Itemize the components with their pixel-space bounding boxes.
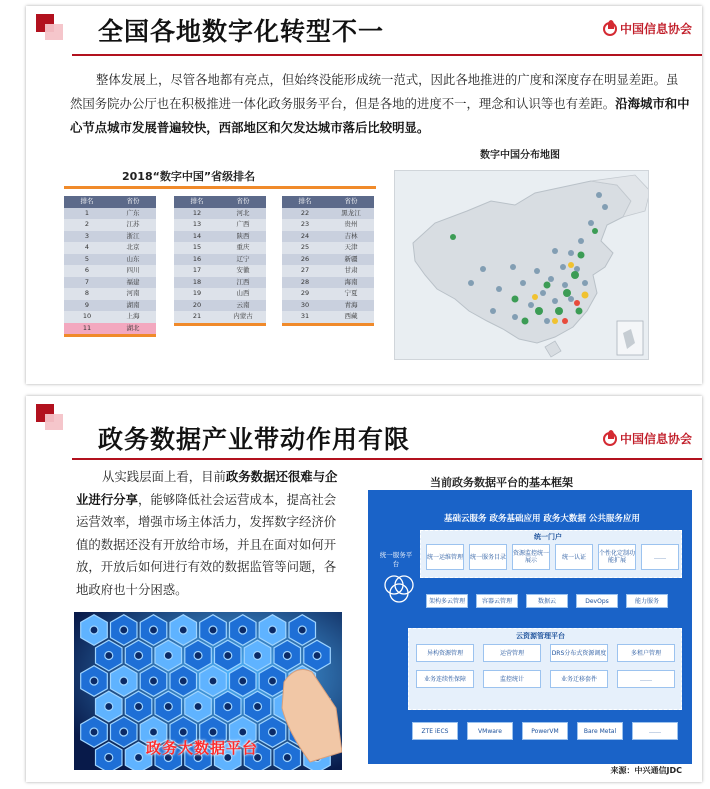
hexagon-symbol-icon bbox=[239, 728, 247, 736]
hexagon-symbol-icon bbox=[135, 652, 143, 660]
slide-government-data bbox=[26, 396, 702, 782]
ranking-row bbox=[64, 288, 156, 300]
ranking-row bbox=[282, 288, 374, 300]
intro-paragraph bbox=[70, 68, 690, 140]
ranking-cell: 新疆 bbox=[344, 254, 358, 263]
ranking-header-cell: 省份 bbox=[344, 197, 358, 205]
ranking-cell: 青海 bbox=[344, 300, 358, 309]
ranking-cell: 安徽 bbox=[236, 266, 250, 274]
hexagon-symbol-icon bbox=[120, 728, 128, 736]
ranking-row bbox=[282, 300, 374, 312]
ranking-cell: 宁夏 bbox=[344, 289, 358, 297]
hexagon-symbol-icon bbox=[105, 754, 113, 762]
ranking-row bbox=[282, 231, 374, 243]
ranking-table-col2 bbox=[174, 196, 266, 326]
framework-box: …… bbox=[632, 722, 678, 740]
ranking-cell: 22 bbox=[300, 208, 310, 217]
hexagon-symbol-icon bbox=[209, 677, 217, 685]
ranking-row bbox=[64, 323, 156, 335]
hexagon-symbol-icon bbox=[164, 652, 172, 660]
body-paragraph bbox=[76, 466, 342, 602]
framework-box: 架构多云管理 bbox=[426, 594, 468, 608]
framework-box: DevOps bbox=[576, 594, 618, 608]
flame-logo-icon bbox=[603, 432, 617, 446]
hexagon-symbol-icon bbox=[209, 728, 217, 736]
ranking-table-bar bbox=[64, 186, 376, 189]
ranking-cell: 20 bbox=[192, 300, 202, 309]
ranking-cell: 河南 bbox=[126, 289, 140, 297]
ranking-row bbox=[282, 254, 374, 266]
ranking-cell: 重庆 bbox=[236, 243, 250, 251]
ranking-row bbox=[282, 277, 374, 289]
ranking-table-col3 bbox=[282, 196, 374, 326]
ranking-cell: 河北 bbox=[236, 208, 250, 217]
ranking-cell: 福建 bbox=[126, 277, 140, 286]
ranking-cell: 18 bbox=[192, 277, 202, 286]
ranking-cell: 1 bbox=[84, 208, 90, 217]
ranking-row bbox=[174, 311, 266, 323]
paragraph-bold: 政务数据还很难与企业进行分享 bbox=[76, 469, 338, 507]
flame-logo-icon bbox=[603, 22, 617, 36]
ranking-cell: 广东 bbox=[126, 208, 140, 217]
ranking-row bbox=[64, 254, 156, 266]
ranking-cell: 17 bbox=[192, 266, 202, 274]
platform-label: 统一服务平台 bbox=[379, 551, 413, 568]
framework-box: 运营管理 bbox=[483, 644, 541, 662]
ranking-header-cell: 省份 bbox=[126, 197, 140, 205]
ranking-cell: 30 bbox=[300, 300, 310, 309]
paragraph-part1: 从实践层面上看，目前 bbox=[102, 469, 226, 484]
hexagon-symbol-icon bbox=[150, 626, 158, 634]
hexagon-symbol-icon bbox=[269, 677, 277, 685]
ranking-cell: 四川 bbox=[126, 266, 140, 274]
ranking-row bbox=[282, 265, 374, 277]
framework-box: 监控统计 bbox=[483, 670, 541, 688]
ranking-row bbox=[64, 231, 156, 243]
ranking-row bbox=[174, 265, 266, 277]
ranking-cell: 10 bbox=[82, 312, 92, 320]
framework-diagram bbox=[368, 490, 692, 764]
ranking-cell: 26 bbox=[300, 254, 310, 263]
framework-box: 容器云管理 bbox=[476, 594, 518, 608]
paragraph-text: 整体发展上，尽管各地都有亮点，但始终没能形成统一范式，因此各地推进的广度和深度存在明显差距。虽然国务院办公厅也在积极推进一体化政务服务平台，但是各地的进度不一，理念和认识等也有差距。 bbox=[70, 72, 679, 111]
ranking-cell: 4 bbox=[84, 243, 90, 251]
hexagon-symbol-icon bbox=[283, 754, 291, 762]
framework-box: 能力服务 bbox=[626, 594, 668, 608]
ranking-row bbox=[174, 254, 266, 266]
hexagon-symbol-icon bbox=[105, 703, 113, 711]
ranking-table-title: 2018“数字中国”省级排名 bbox=[122, 170, 256, 183]
ranking-cell: 7 bbox=[84, 277, 90, 286]
ranking-cell: 14 bbox=[192, 231, 202, 240]
ranking-cell: 陕西 bbox=[236, 231, 250, 240]
ranking-cell: 21 bbox=[192, 312, 202, 320]
portal-label: 统一门户 bbox=[534, 533, 562, 541]
paragraph-part2: ，能够降低社会运营成本，提高社会运营效率，增强市场主体活力，发挥数字经济价值的数据还没有开放给市场，并且在面对如何开放，开放后如何进行有效的数据监管等问题，各地政府也十分困惑。 bbox=[76, 491, 337, 597]
ranking-header bbox=[282, 196, 374, 208]
hexagon-symbol-icon bbox=[239, 626, 247, 634]
framework-box: 业务迁移套件 bbox=[550, 670, 608, 688]
logo-text: 中国信息协会 bbox=[619, 22, 692, 36]
ranking-cell: 江西 bbox=[236, 277, 250, 286]
ranking-row bbox=[282, 242, 374, 254]
hexagon-symbol-icon bbox=[269, 728, 277, 736]
ranking-cell: 山东 bbox=[126, 254, 140, 263]
ranking-cell: 31 bbox=[300, 312, 310, 320]
framework-box: VMware bbox=[467, 722, 513, 740]
title-decoration bbox=[36, 14, 64, 42]
hexagon-symbol-icon bbox=[254, 703, 262, 711]
framework-box: 多租户管理 bbox=[617, 644, 675, 662]
ranking-cell: 3 bbox=[84, 231, 90, 240]
hexagon-symbol-icon bbox=[269, 626, 277, 634]
hexagon-symbol-icon bbox=[90, 626, 98, 634]
ranking-cell: 9 bbox=[84, 300, 90, 309]
hexagon-symbol-icon bbox=[298, 626, 306, 634]
paragraph-bold: 沿海城市和中心节点城市发展普遍较快，西部地区和欠发达城市落后比较明显。 bbox=[70, 96, 690, 135]
ranking-row bbox=[174, 231, 266, 243]
cloud-label: 云资源管理平台 bbox=[516, 632, 565, 640]
framework-box: 业务连续性保障 bbox=[416, 670, 474, 688]
framework-box: 统一运维管理 bbox=[426, 544, 464, 570]
ranking-cell: 23 bbox=[300, 220, 310, 228]
hexagon-symbol-icon bbox=[179, 728, 187, 736]
ranking-cell: 上海 bbox=[126, 312, 140, 320]
ranking-header-cell: 排名 bbox=[190, 197, 204, 205]
hexagon-symbol-icon bbox=[150, 728, 158, 736]
ranking-row bbox=[174, 300, 266, 312]
framework-box: …… bbox=[641, 544, 679, 570]
ranking-header-cell: 省份 bbox=[236, 197, 250, 205]
hexagon-symbol-icon bbox=[239, 677, 247, 685]
title-underline bbox=[72, 458, 702, 460]
framework-box: 统一认证 bbox=[555, 544, 593, 570]
framework-box: DRS分布式资源调度 bbox=[550, 644, 608, 662]
hexagon-symbol-icon bbox=[150, 677, 158, 685]
ranking-row bbox=[64, 300, 156, 312]
hexagon-symbol-icon bbox=[179, 626, 187, 634]
slide-title: 全国各地数字化转型不一 bbox=[98, 17, 385, 46]
map-graphic bbox=[395, 171, 649, 360]
ranking-cell: 24 bbox=[300, 231, 310, 240]
ranking-row bbox=[282, 208, 374, 220]
framework-box: 资源监控统一展示 bbox=[512, 544, 550, 570]
ranking-row bbox=[174, 277, 266, 289]
source-note: 来源：中兴通信JDC bbox=[610, 766, 682, 775]
ranking-cell: 北京 bbox=[126, 243, 140, 251]
ranking-row bbox=[64, 311, 156, 323]
ranking-cell: 29 bbox=[300, 289, 310, 297]
framework-title: 当前政务数据平台的基本框架 bbox=[430, 476, 573, 489]
ranking-footer-bar bbox=[282, 323, 374, 326]
title-decoration bbox=[36, 404, 64, 432]
association-logo bbox=[603, 20, 692, 37]
hexagon-symbol-icon bbox=[164, 703, 172, 711]
ranking-cell: 浙江 bbox=[126, 231, 140, 240]
hexagon-symbol-icon bbox=[135, 754, 143, 762]
framework-box: ZTE iECS bbox=[412, 722, 458, 740]
hexagon-symbol-icon bbox=[224, 703, 232, 711]
title-underline bbox=[72, 54, 702, 56]
ranking-row bbox=[174, 219, 266, 231]
ranking-cell: 湖南 bbox=[126, 300, 140, 309]
ranking-row bbox=[64, 208, 156, 220]
photo-caption: 政务大数据平台 bbox=[146, 739, 259, 757]
slide-title: 政务数据产业带动作用有限 bbox=[98, 425, 411, 454]
ranking-cell: 山西 bbox=[236, 289, 250, 297]
china-distribution-map bbox=[394, 170, 649, 360]
hexagon-symbol-icon bbox=[313, 652, 321, 660]
framework-box: 数据云 bbox=[526, 594, 568, 608]
hexagon-symbol-icon bbox=[90, 677, 98, 685]
framework-box: 统一服务目录 bbox=[469, 544, 507, 570]
venn-circles-icon bbox=[382, 574, 416, 604]
ranking-cell: 28 bbox=[300, 277, 310, 286]
ranking-row bbox=[282, 219, 374, 231]
ranking-row bbox=[64, 277, 156, 289]
map-title: 数字中国分布地图 bbox=[480, 150, 560, 161]
hexagon-symbol-icon bbox=[283, 652, 291, 660]
ranking-footer-bar bbox=[64, 334, 156, 337]
ranking-cell: 8 bbox=[84, 289, 90, 297]
ranking-cell: 黑龙江 bbox=[341, 208, 361, 217]
ranking-row bbox=[64, 242, 156, 254]
framework-tabs: 基础云服务 政务基础应用 政务大数据 公共服务应用 bbox=[444, 514, 640, 524]
ranking-footer-bar bbox=[174, 323, 266, 326]
ranking-row bbox=[174, 288, 266, 300]
ranking-row bbox=[64, 219, 156, 231]
hexagon-symbol-icon bbox=[135, 703, 143, 711]
hexagon-symbol-icon bbox=[120, 677, 128, 685]
ranking-cell: 广西 bbox=[236, 220, 250, 228]
ranking-cell: 5 bbox=[84, 254, 90, 263]
ranking-row bbox=[64, 265, 156, 277]
hexagon-symbol-icon bbox=[90, 728, 98, 736]
ranking-cell: 11 bbox=[82, 323, 92, 332]
ranking-cell: 辽宁 bbox=[236, 254, 250, 263]
framework-box: Bare Metal bbox=[577, 722, 623, 740]
big-data-platform-photo bbox=[74, 612, 342, 770]
ranking-table-col1 bbox=[64, 196, 156, 337]
association-logo bbox=[603, 430, 692, 447]
logo-text: 中国信息协会 bbox=[619, 432, 692, 446]
ranking-cell: 甘肃 bbox=[344, 266, 358, 274]
ranking-cell: 25 bbox=[300, 243, 310, 251]
hexagon-symbol-icon bbox=[105, 652, 113, 660]
ranking-row bbox=[282, 311, 374, 323]
ranking-cell: 西藏 bbox=[344, 312, 358, 320]
ranking-cell: 6 bbox=[84, 266, 90, 274]
ranking-cell: 16 bbox=[192, 254, 202, 263]
ranking-row bbox=[174, 242, 266, 254]
framework-box: …… bbox=[617, 670, 675, 688]
hexagon-symbol-icon bbox=[194, 703, 202, 711]
slide-digital-transformation bbox=[26, 6, 702, 384]
ranking-cell: 云南 bbox=[236, 300, 250, 309]
ranking-cell: 27 bbox=[300, 266, 310, 274]
ranking-cell: 天津 bbox=[344, 243, 358, 251]
ranking-cell: 19 bbox=[192, 289, 202, 297]
ranking-cell: 吉林 bbox=[344, 231, 358, 240]
ranking-header-cell: 排名 bbox=[298, 197, 312, 205]
framework-box: PowerVM bbox=[522, 722, 568, 740]
ranking-header bbox=[174, 196, 266, 208]
ranking-cell: 江苏 bbox=[126, 220, 140, 228]
ranking-cell: 贵州 bbox=[344, 220, 358, 228]
ranking-header bbox=[64, 196, 156, 208]
ranking-header-cell: 排名 bbox=[80, 197, 94, 205]
framework-box: 异构资源管理 bbox=[416, 644, 474, 662]
ranking-cell: 15 bbox=[192, 243, 202, 251]
hexagon-symbol-icon bbox=[194, 652, 202, 660]
hexagon-symbol-icon bbox=[224, 652, 232, 660]
ranking-cell: 13 bbox=[192, 220, 202, 228]
ranking-row bbox=[174, 208, 266, 220]
ranking-cell: 湖北 bbox=[126, 323, 140, 332]
ranking-cell: 12 bbox=[192, 208, 202, 217]
framework-box: 个性化定制功能扩展 bbox=[598, 544, 636, 570]
hexagon-symbol-icon bbox=[209, 626, 217, 634]
hexagon-symbol-icon bbox=[254, 652, 262, 660]
hexagon-symbol-icon bbox=[179, 677, 187, 685]
ranking-cell: 内蒙古 bbox=[233, 312, 253, 320]
hexagon-symbol-icon bbox=[120, 626, 128, 634]
ranking-cell: 2 bbox=[84, 220, 90, 228]
ranking-cell: 海南 bbox=[344, 277, 358, 286]
